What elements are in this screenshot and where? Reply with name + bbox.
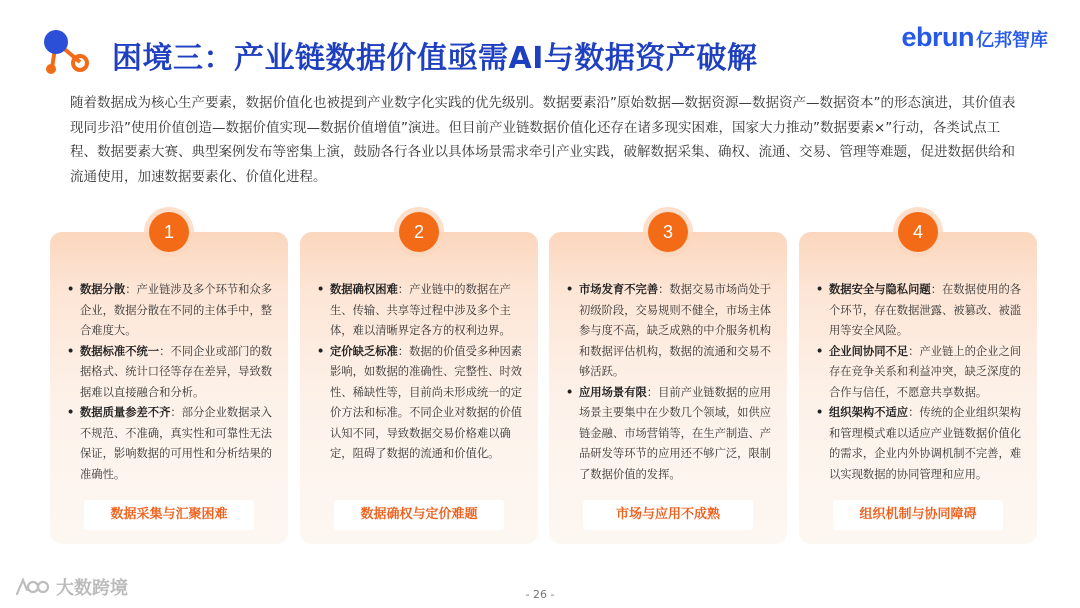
card-4-point-1: • 数据安全与隐私问题：在数据使用的各个环节，存在数据泄露、被篡改、被滥用等安全风险。	[813, 280, 1023, 342]
card-2-point-2: • 定价缺乏标准：数据的价值受多种因素影响，如数据的准确性、完整性、时效性、稀缺性等，目前尚未形成统一的定价方法和标准。不同企业对数据的价值认知不同，导致数据交易价格难以确定，阻碍了数据的流通和价值化。	[314, 342, 524, 465]
card-4-point-2: • 企业间协同不足：产业链上的企业之间存在竞争关系和利益冲突，缺乏深度的合作与信任，不愿意共享数据。	[813, 342, 1023, 404]
card-1-tag: 数据采集与汇聚困难	[84, 500, 254, 530]
card-4-point-3: • 组织架构不适应：传统的企业组织架构和管理模式难以适应产业链数据价值化的需求，企业内外协调机制不完善，难以实现数据的协同管理和应用。	[813, 403, 1023, 485]
card-4-tag: 组织机制与协同障碍	[833, 500, 1003, 530]
card-2-point-1: • 数据确权困难：产业链中的数据在产生、传输、共享等过程中涉及多个主体，难以清晰界定各方的权利边界。	[314, 280, 524, 342]
card-1	[50, 232, 288, 544]
card-3-points	[563, 280, 773, 485]
page-title: 困境三：产业链数据价值亟需AI与数据资产破解	[112, 41, 758, 76]
card-2-number-badge: 2	[399, 212, 439, 252]
brand-logo	[901, 22, 1048, 53]
card-3	[549, 232, 787, 544]
intro-paragraph: 随着数据成为核心生产要素，数据价值化也被提到产业数字化实践的优先级别。数据要素沿”原始数据—数据资源—数据资产—数据资本”的形态演进，其价值表现同步沿”使用价值创造—数据价值实现—数据价值增值”演进。但目前产业链数据价值化还存在诸多现实困难，国家大力推动”数据要素×”行动，各类试点工程、数据要素大赛、典型案例发布等密集上演，鼓励各行各业以具体场景需求牵引产业实践，破解数据采集、确权、流通、交易、管理等难题，促进数据供给和流通使用，加速数据要素化、价值化进程。	[70, 95, 1016, 185]
title-logo-icon	[40, 28, 96, 78]
card-4	[799, 232, 1037, 544]
card-4-points	[813, 280, 1023, 485]
card-2-points	[314, 280, 524, 465]
card-2-tag: 数据确权与定价难题	[334, 500, 504, 530]
card-1-point-3: • 数据质量参差不齐：部分企业数据录入不规范、不准确，真实性和可靠性无法保证，影响数据的可用性和分析结果的准确性。	[64, 403, 274, 485]
watermark-text: 大数跨境	[56, 578, 128, 599]
card-1-points	[64, 280, 274, 485]
card-2	[300, 232, 538, 544]
brand-name-en: ebrun	[901, 22, 974, 52]
card-1-point-2: • 数据标准不统一：不同企业或部门的数据格式、统计口径等存在差异，导致数据难以直接融合和分析。	[64, 342, 274, 404]
card-3-number-badge: 3	[648, 212, 688, 252]
brand-name-cn: 亿邦智库	[976, 30, 1048, 51]
card-1-point-1: • 数据分散：产业链涉及多个环节和众多企业，数据分散在不同的主体手中，整合难度大。	[64, 280, 274, 342]
page-number: - 26 -	[525, 588, 555, 601]
card-3-tag: 市场与应用不成熟	[583, 500, 753, 530]
card-1-number-badge: 1	[149, 212, 189, 252]
card-3-point-2: • 应用场景有限：目前产业链数据的应用场景主要集中在少数几个领域，如供应链金融、市场营销等，在生产制造、产品研发等环节的应用还不够广泛，限制了数据价值的发挥。	[563, 383, 773, 486]
card-3-point-1: • 市场发育不完善：数据交易市场尚处于初级阶段，交易规则不健全，市场主体参与度不高，缺乏成熟的中介服务机构和数据评估机构，数据的流通和交易不够活跃。	[563, 280, 773, 383]
card-4-number-badge: 4	[898, 212, 938, 252]
